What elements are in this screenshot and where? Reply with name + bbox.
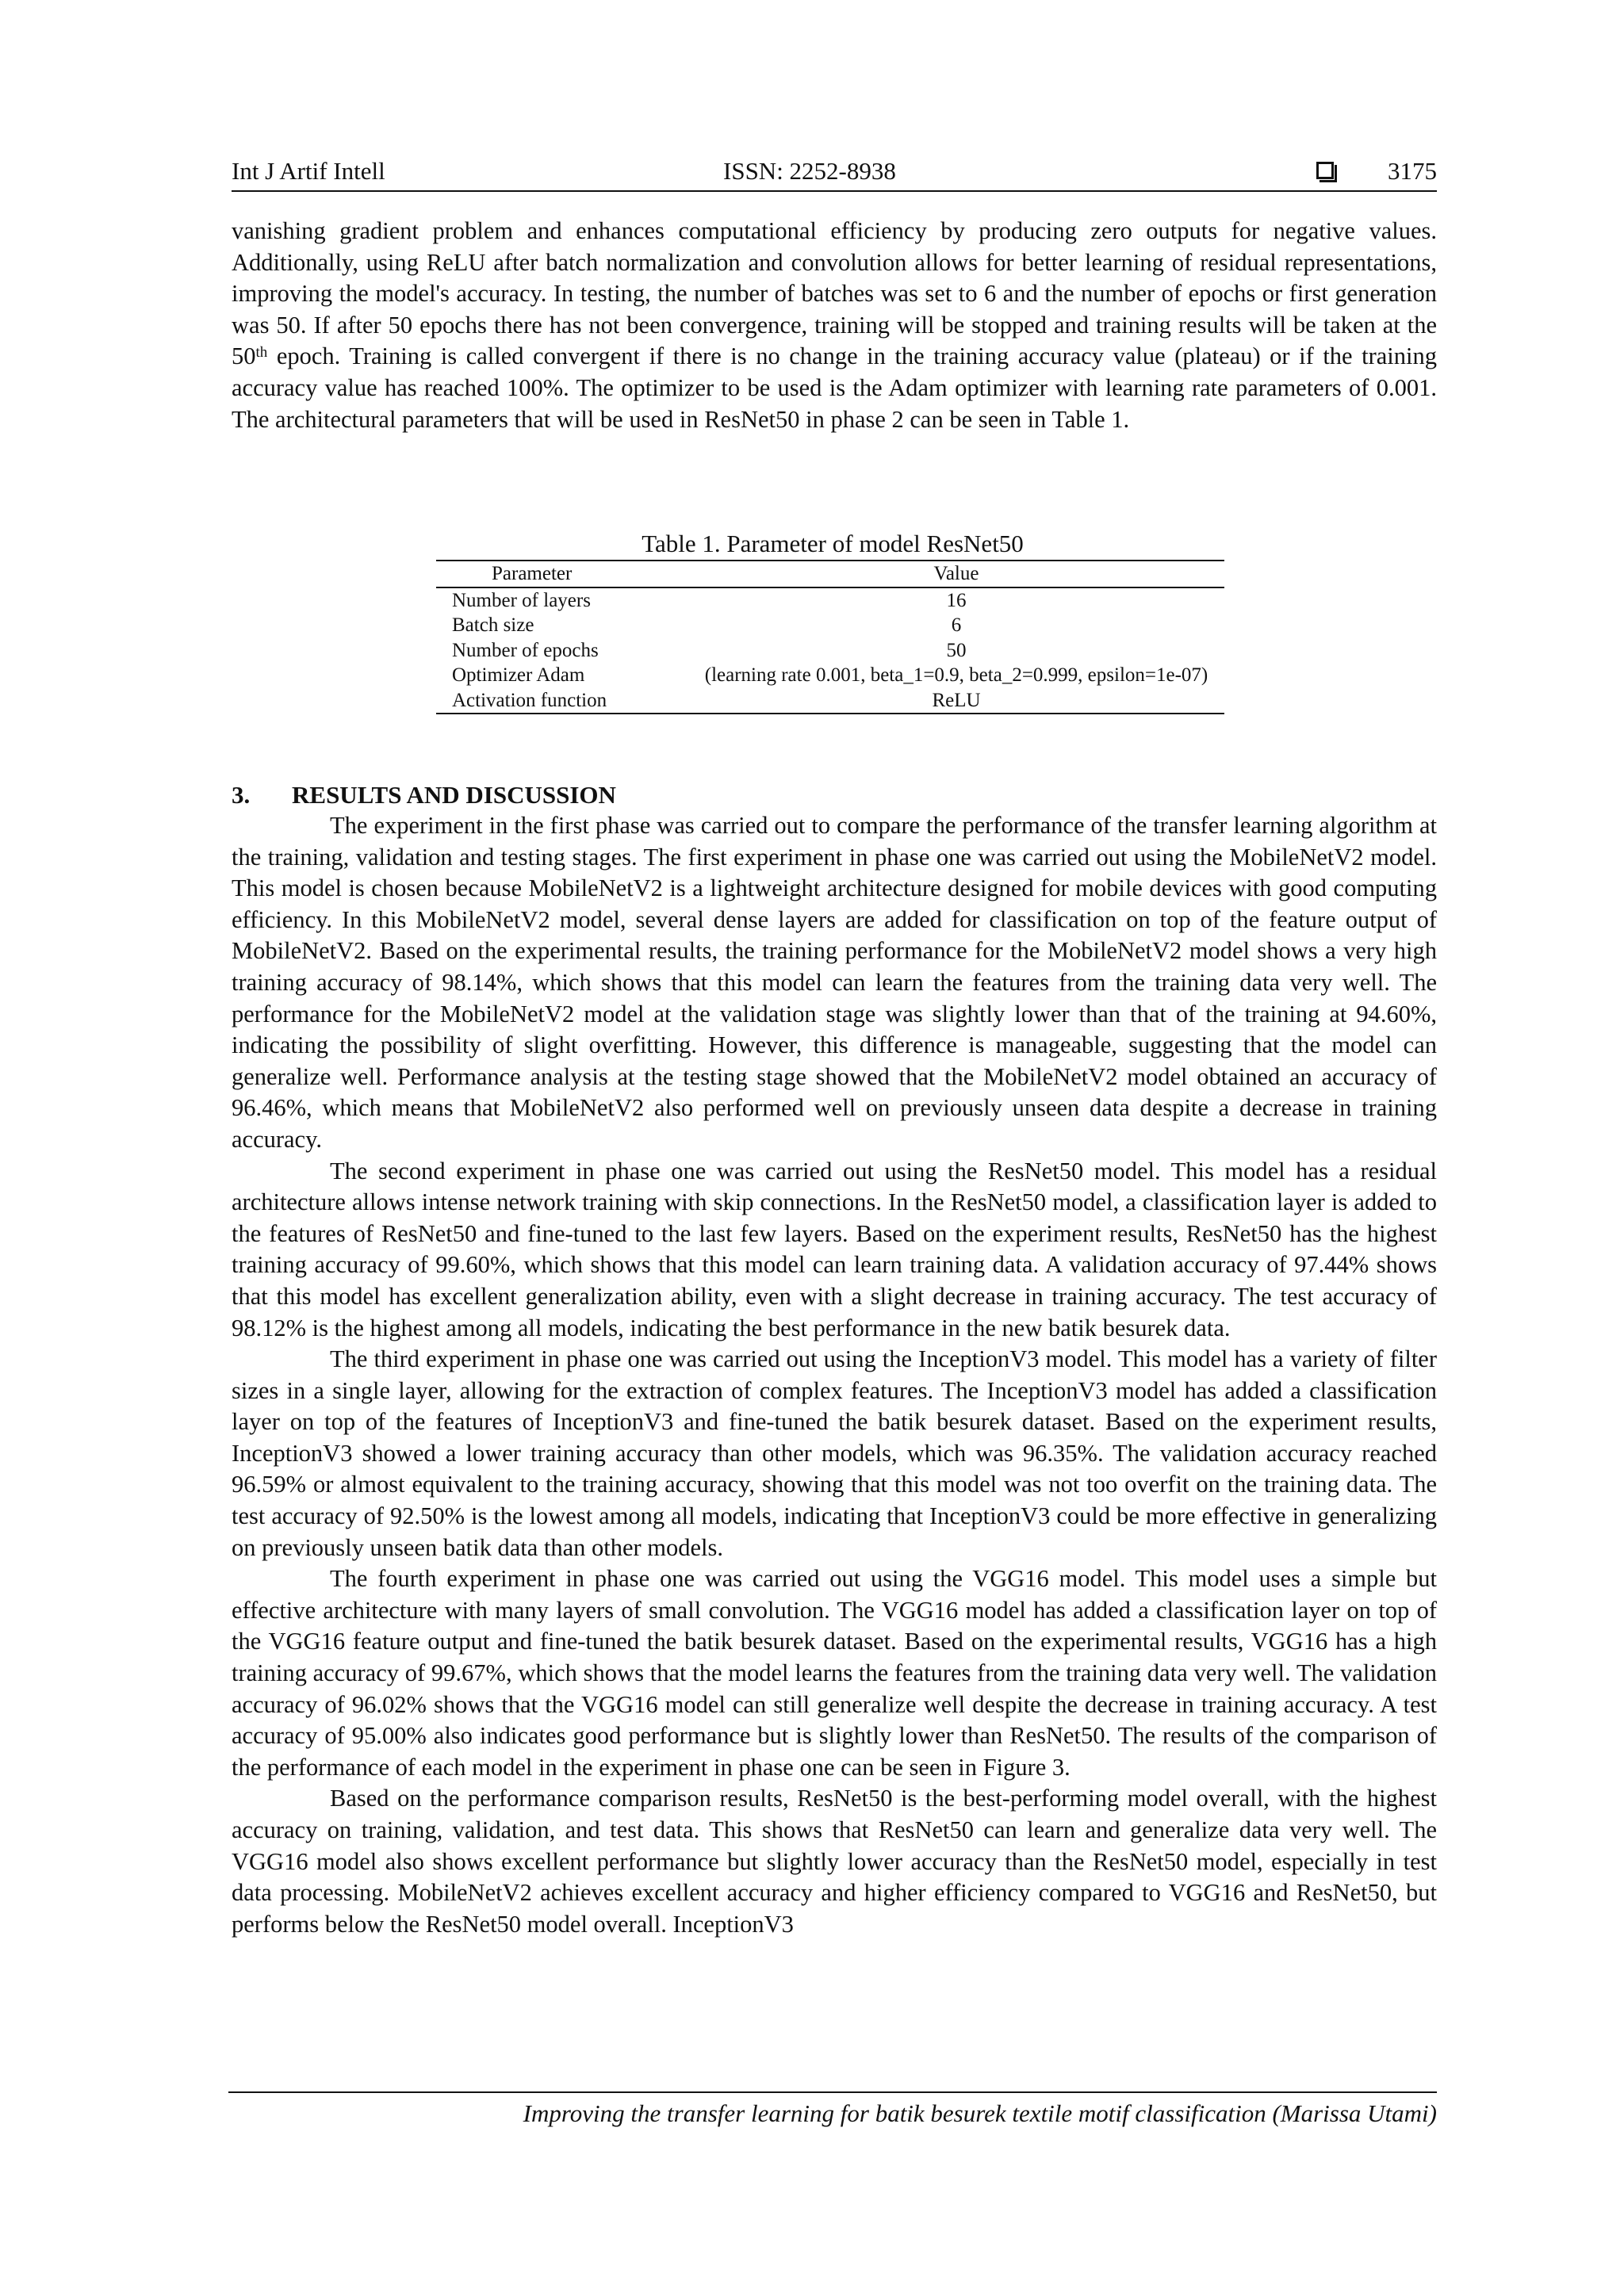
section-number: 3. (232, 781, 251, 809)
parameter-table (436, 560, 1224, 714)
table-row (436, 587, 1224, 614)
paragraph-text: epoch. Training is called convergent if there is no change in the training accuracy value (plateau) or if the training accuracy value has reached 100%. The optimizer to be used is the Adam optimizer with learning rate parameters of 0.001. The architectural parameters that will be used in ResNet50 in phase 2 can be seen in Table 1. (232, 342, 1437, 433)
section-body (232, 810, 1437, 1940)
table-cell-parameter: Activation function (452, 689, 607, 711)
table-cell-parameter: Optimizer Adam (452, 664, 585, 686)
table-row (436, 638, 1224, 664)
section-title: RESULTS AND DISCUSSION (292, 781, 616, 809)
table-cell-parameter: Number of layers (452, 589, 591, 611)
paragraph-text: vanishing gradient problem and enhances computational efficiency by producing zero outputs for negative values. Additionally, using ReLU after batch normalization and convolution allows for better learning of residual representations, improving the model's accuracy. In testing, the number of batches was set to 6 and the number of epochs or first generation was 50. If after 50 epochs there has not been convergence, training will be stopped and training results will be taken at the 50 (232, 217, 1437, 370)
column-header-parameter: Parameter (492, 563, 573, 584)
table-cell-parameter: Number of epochs (452, 639, 599, 661)
section-heading (232, 781, 616, 809)
table-row (436, 663, 1224, 688)
paragraph: Based on the performance comparison results, ResNet50 is the best-performing model overall, with the highest accuracy on training, validation, and test data. This shows that ResNet50 can learn and generalize data very well. The VGG16 model also shows excellent performance but slightly lower accuracy than the ResNet50 model, especially in test data processing. MobileNetV2 achieves excellent accuracy and higher efficiency compared to VGG16 and ResNet50, but performs below the ResNet50 model overall. InceptionV3 (232, 1785, 1437, 1938)
superscript: th (255, 344, 268, 362)
table-cell-parameter: Batch size (452, 614, 534, 636)
square-icon (1316, 162, 1334, 179)
table-cell-value: 16 (946, 589, 967, 611)
running-header (232, 154, 1437, 192)
table-caption: Table 1. Parameter of model ResNet50 (642, 530, 1024, 557)
journal-name: Int J Artif Intell (232, 157, 385, 185)
table-cell-value: 50 (946, 639, 967, 661)
paragraph-continued (232, 216, 1437, 435)
issn: ISSN: 2252-8938 (723, 157, 896, 185)
running-footer: Improving the transfer learning for batik besurek textile motif classification (Marissa Utami) (523, 2099, 1437, 2127)
table-cell-value: 6 (951, 614, 962, 636)
table-row (436, 613, 1224, 638)
page-number: 3175 (1388, 157, 1437, 185)
table-cell-value: ReLU (932, 689, 981, 711)
paragraph: The third experiment in phase one was carried out using the InceptionV3 model. This model has a variety of filter sizes in a single layer, allowing for the extraction of complex features. The InceptionV3 model has added a classification layer on top of the features of InceptionV3 and fine-tuned the batik besurek dataset. Based on the experiment results, InceptionV3 showed a lower training accuracy than other models, which was 96.35%. The validation accuracy reached 96.59% or almost equivalent to the training accuracy, showing that this model was not too overfit on the training data. The test accuracy of 92.50% is the lowest among all models, indicating that InceptionV3 could be more effective in generalizing on previously unseen batik data than other models. (232, 1345, 1437, 1561)
paragraph: The experiment in the first phase was carried out to compare the performance of the transfer learning algorithm at the training, validation and testing stages. The first experiment in phase one was carried out using the MobileNetV2 model. This model is chosen because MobileNetV2 is a lightweight architecture designed for mobile devices with good computing efficiency. In this MobileNetV2 model, several dense layers are added for classification on top of the feature output of MobileNetV2. Based on the experimental results, the training performance for the MobileNetV2 model shows a very high training accuracy of 98.14%, which shows that this model can learn the features from the training data very well. The performance for the MobileNetV2 model at the validation stage was slightly lower than that of the training at 94.60%, indicating the possibility of slight overfitting. However, this difference is manageable, suggesting that the model can generalize well. Performance analysis at the testing stage showed that the MobileNetV2 model obtained an accuracy of 96.46%, which means that MobileNetV2 also performed well on previously unseen data despite a decrease in training accuracy. (232, 812, 1437, 1153)
paragraph: The second experiment in phase one was carried out using the ResNet50 model. This model has a residual architecture allows intense network training with skip connections. In the ResNet50 model, a classification layer is added to the features of ResNet50 and fine-tuned to the last few layers. Based on the experiment results, ResNet50 has the highest training accuracy of 99.60%, which shows that this model can learn training data. A validation accuracy of 97.44% shows that this model has excellent generalization ability, even with a slight decrease in training accuracy. The test accuracy of 98.12% is the highest among all models, indicating the best performance in the new batik besurek data. (232, 1157, 1437, 1341)
table-row (436, 688, 1224, 714)
table-header-row (436, 561, 1224, 587)
footer-rule (228, 2091, 1437, 2093)
table-cell-value: (learning rate 0.001, beta_1=0.9, beta_2=0.999, epsilon=1e-07) (704, 664, 1208, 686)
paragraph: The fourth experiment in phase one was carried out using the VGG16 model. This model uses a simple but effective architecture with many layers of small convolution. The VGG16 model has added a classification layer on top of the VGG16 feature output and fine-tuned the batik besurek dataset. Based on the experimental results, VGG16 has a high training accuracy of 99.67%, which shows that the model learns the features from the training data very well. The validation accuracy of 96.02% shows that the VGG16 model can still generalize well despite the decrease in training accuracy. A test accuracy of 95.00% also indicates good performance but is slightly lower than ResNet50. The results of the comparison of the performance of each model in the experiment in phase one can be seen in Figure 3. (232, 1565, 1437, 1781)
column-header-value: Value (933, 563, 979, 584)
